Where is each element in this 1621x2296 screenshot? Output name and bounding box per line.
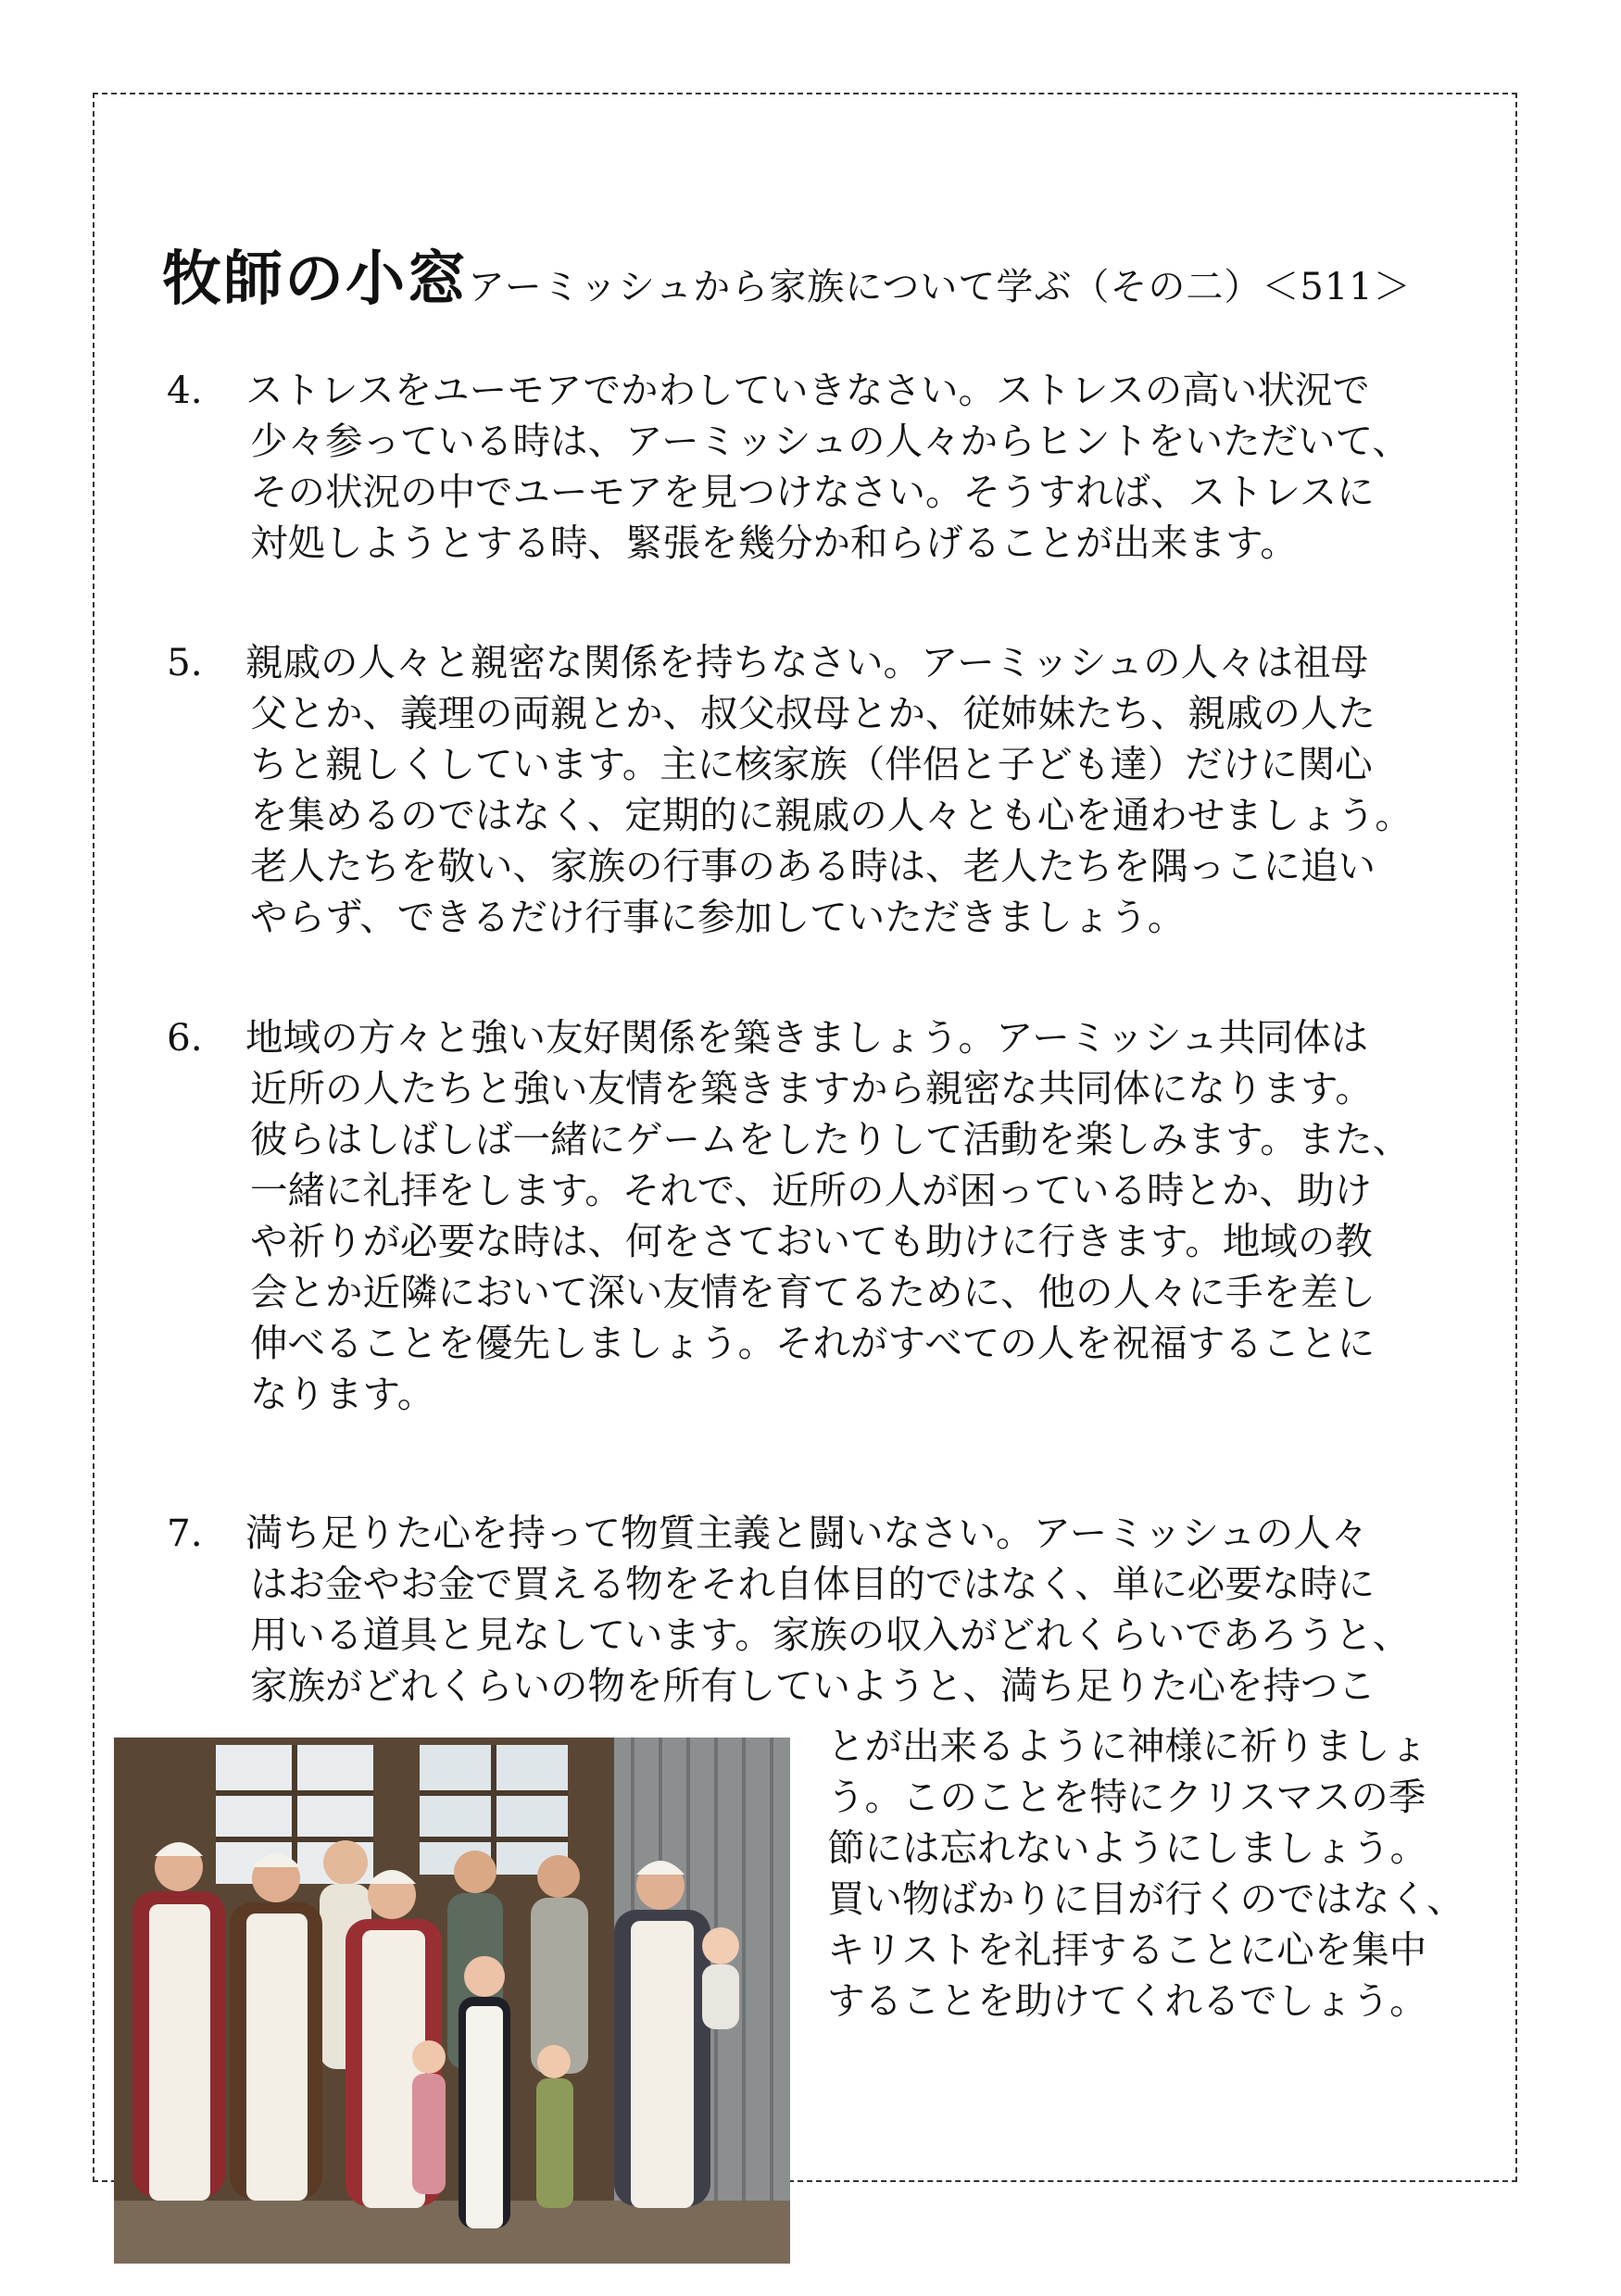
item-line: 少々参っている時は、アーミッシュの人々からヒントをいただいて、: [250, 419, 1410, 463]
list-item-7: [167, 1508, 1524, 1712]
list-item-4: [167, 365, 1524, 569]
list-item-6: [167, 1012, 1524, 1420]
item-line: 近所の人たちと強い友情を築きますから親密な共同体になります。: [250, 1066, 1373, 1110]
item-number: 4.: [167, 368, 203, 412]
item-line: を集めるのではなく、定期的に親戚の人々とも心を通わせましょう。: [250, 793, 1413, 837]
item-line: 用いる道具と見なしています。家族の収入がどれくらいであろうと、: [250, 1612, 1411, 1657]
item-line: ストレスをユーモアでかわしていきなさい。ストレスの高い状況で: [245, 368, 1370, 412]
title-main: 牧師の小窓: [162, 245, 468, 314]
item-line: 家族がどれくらいの物を所有していようと、満ち足りた心を持つこ: [250, 1663, 1376, 1708]
item-line: 会とか近隣において深い友情を育てるために、他の人々に手を差し: [250, 1270, 1376, 1314]
item-line: 彼らはしばしば一緒にゲームをしたりして活動を楽しみます。また、: [250, 1117, 1411, 1161]
item-line: とが出来るように神様に祈りましょ: [827, 1724, 1427, 1768]
list-item-5: [167, 637, 1524, 943]
item-line: 満ち足りた心を持って物質主義と闘いなさい。アーミッシュの人々: [245, 1511, 1369, 1555]
item-line: キリストを礼拝することに心を集中: [827, 1927, 1427, 1972]
item-line: 地域の方々と強い友好関係を築きましょう。アーミッシュ共同体は: [245, 1015, 1369, 1060]
item-number: 5.: [167, 640, 203, 684]
item-line: 伸べることを優先しましょう。それがすべての人を祝福することに: [250, 1321, 1376, 1365]
list-item-7-continuation: [827, 1721, 1531, 2026]
item-line: う。このことを特にクリスマスの季: [827, 1775, 1426, 1819]
item-line: なります。: [250, 1372, 435, 1416]
item-line: ちと親しくしています。主に核家族（伴侶と子ども達）だけに関心: [250, 742, 1373, 786]
item-line: 父とか、義理の両親とか、叔父叔母とか、従姉妹たち、親戚の人た: [250, 691, 1376, 735]
item-line: 親戚の人々と親密な関係を持ちなさい。アーミッシュの人々は祖母: [245, 640, 1369, 684]
item-line: することを助けてくれるでしょう。: [827, 1978, 1427, 2023]
item-line: その状況の中でユーモアを見つけなさい。そうすれば、ストレスに: [250, 470, 1375, 514]
page-title: [162, 243, 1412, 332]
title-subtitle: アーミッシュから家族について学ぶ（その二）＜511＞: [468, 266, 1412, 308]
item-line: 老人たちを敬い、家族の行事のある時は、老人たちを隅っこに追い: [250, 844, 1376, 888]
item-number: 6.: [167, 1015, 203, 1060]
amish-family-photo: [114, 1738, 790, 2264]
item-line: はお金やお金で買える物をそれ自体目的ではなく、単に必要な時に: [250, 1562, 1376, 1606]
item-line: 対処しようとする時、緊張を幾分か和らげることが出来ます。: [250, 521, 1298, 565]
item-line: やらず、できるだけ行事に参加していただきましょう。: [250, 895, 1186, 939]
item-line: や祈りが必要な時は、何をさておいても助けに行きます。地域の教: [250, 1219, 1373, 1263]
item-line: 買い物ばかりに目が行くのではなく、: [827, 1876, 1464, 1921]
item-line: 一緒に礼拝をします。それで、近所の人が困っている時とか、助け: [250, 1168, 1372, 1212]
item-line: 節には忘れないようにしましょう。: [827, 1826, 1427, 1870]
item-number: 7.: [167, 1511, 203, 1555]
